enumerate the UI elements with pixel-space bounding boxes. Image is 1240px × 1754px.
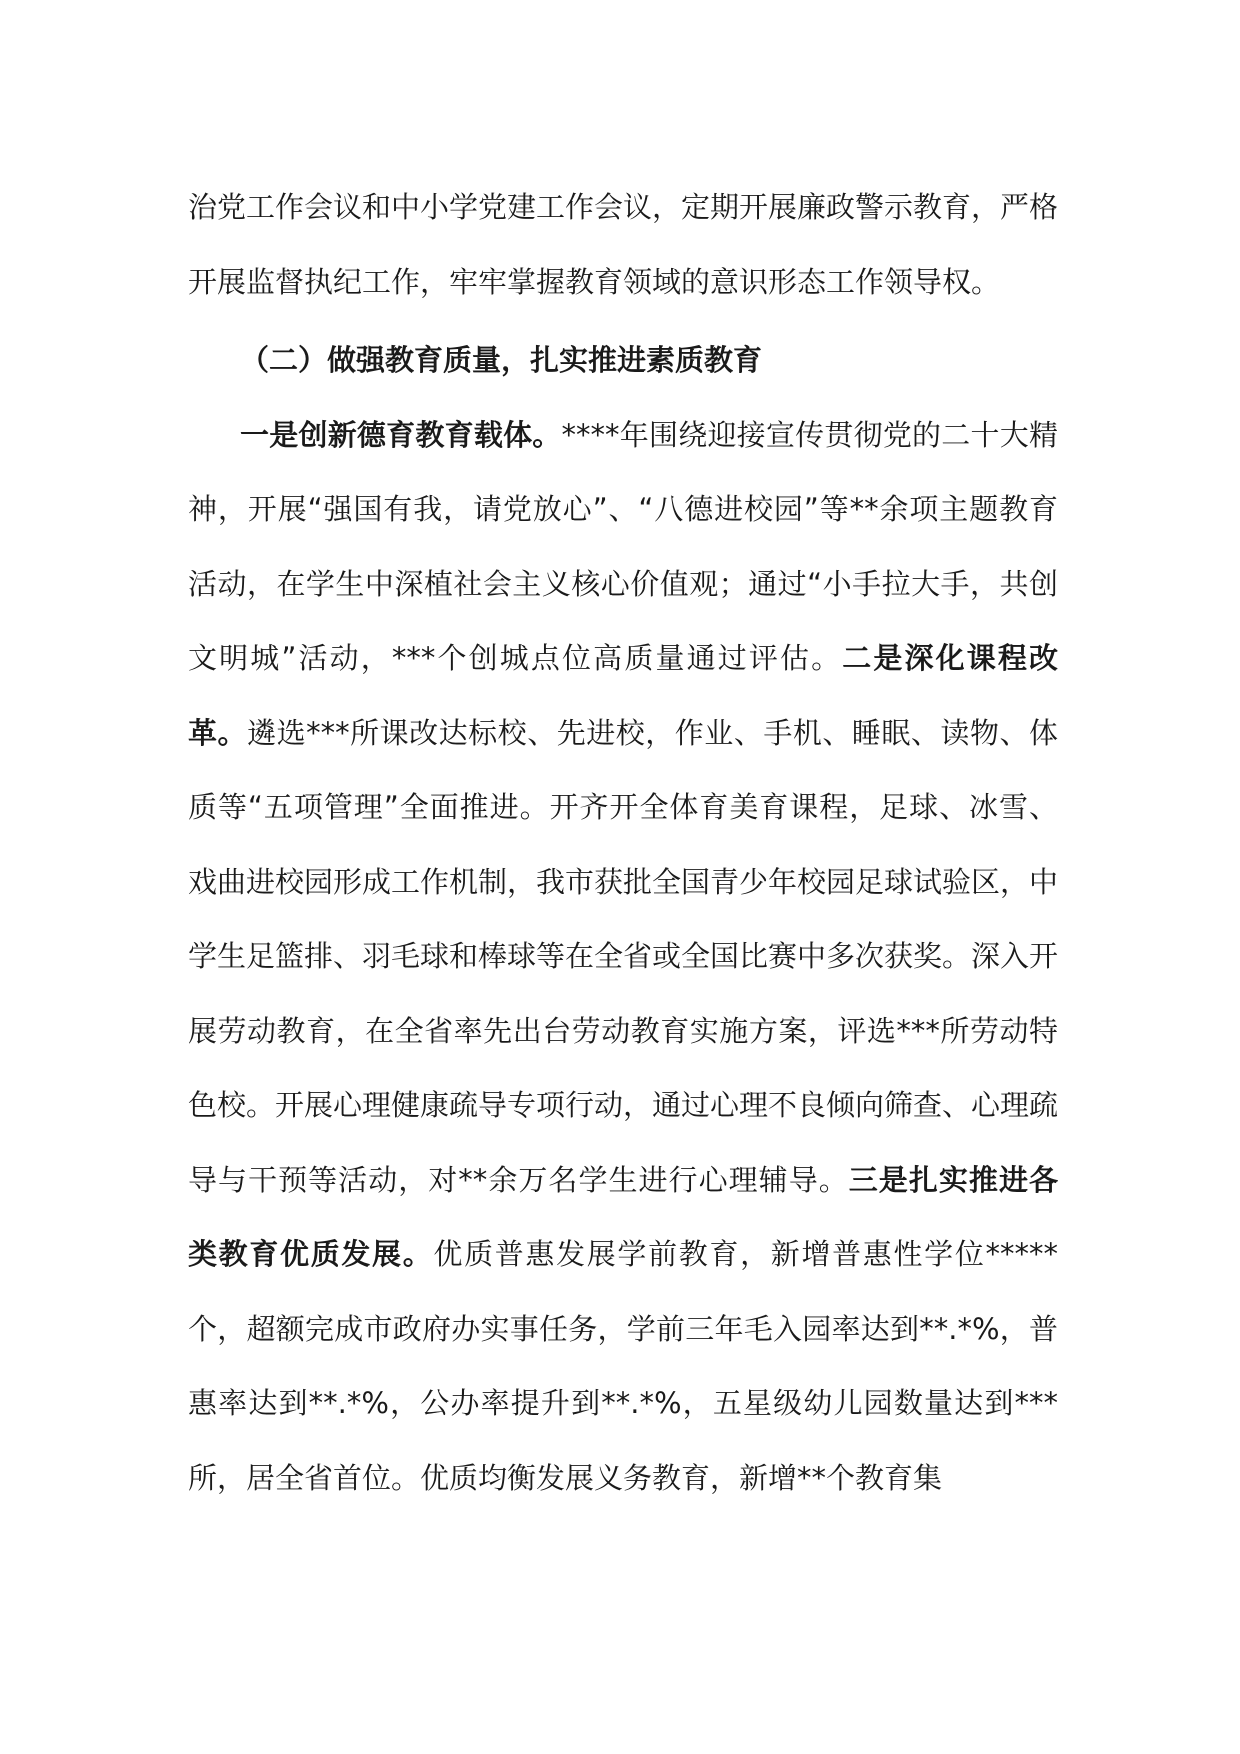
document-body — [188, 170, 1058, 1515]
point-three-text: 优质普惠发展学前教育，新增普惠性学位*****个，超额完成市政府办实事任务，学前三年毛入园率达到**.*%，普惠率达到**.*%，公办率提升到**.*%，五星级幼儿园数量达到***所，居全省首位。优质均衡发展义务教育，新增**个教育集 — [188, 1237, 1058, 1495]
paragraph-body — [188, 398, 1058, 1516]
point-three-title: 三是扎实推进各类教育优质发展。 — [188, 1162, 1058, 1271]
paragraph-continued: 治党工作会议和中小学党建工作会议，定期开展廉政警示教育，严格开展监督执纪工作，牢牢掌握教育领域的意识形态工作领导权。 — [188, 190, 1059, 299]
section-heading: （二）做强教育质量，扎实推进素质教育 — [240, 343, 763, 377]
point-one-title: 一是创新德育教育载体。 — [240, 417, 562, 452]
point-two-title: 二是深化课程改革。 — [188, 641, 1058, 750]
point-two-text: 遴选***所课改达标校、先进校，作业、手机、睡眠、读物、体质等“五项管理”全面推进。开齐开全体育美育课程，足球、冰雪、戏曲进校园形成工作机制，我市获批全国青少年校园足球试验区，中学生足篮排、羽毛球和棒球等在全省或全国比赛中多次获奖。深入开展劳动教育，在全省率先出台劳动教育实施方案，评选***所劳动特色校。开展心理健康疏导专项行动，通过心理不良倾向筛查、心理疏导与干预等活动，对**余万名学生进行心理辅导。 — [188, 715, 1059, 1197]
point-one-text: ****年围绕迎接宣传贯彻党的二十大精神，开展“强国有我，请党放心”、“八德进校园”等**余项主题教育活动，在学生中深植社会主义核心价值观；通过“小手拉大手，共创文明城”活动，***个创城点位高质量通过评估。 — [188, 417, 1058, 675]
